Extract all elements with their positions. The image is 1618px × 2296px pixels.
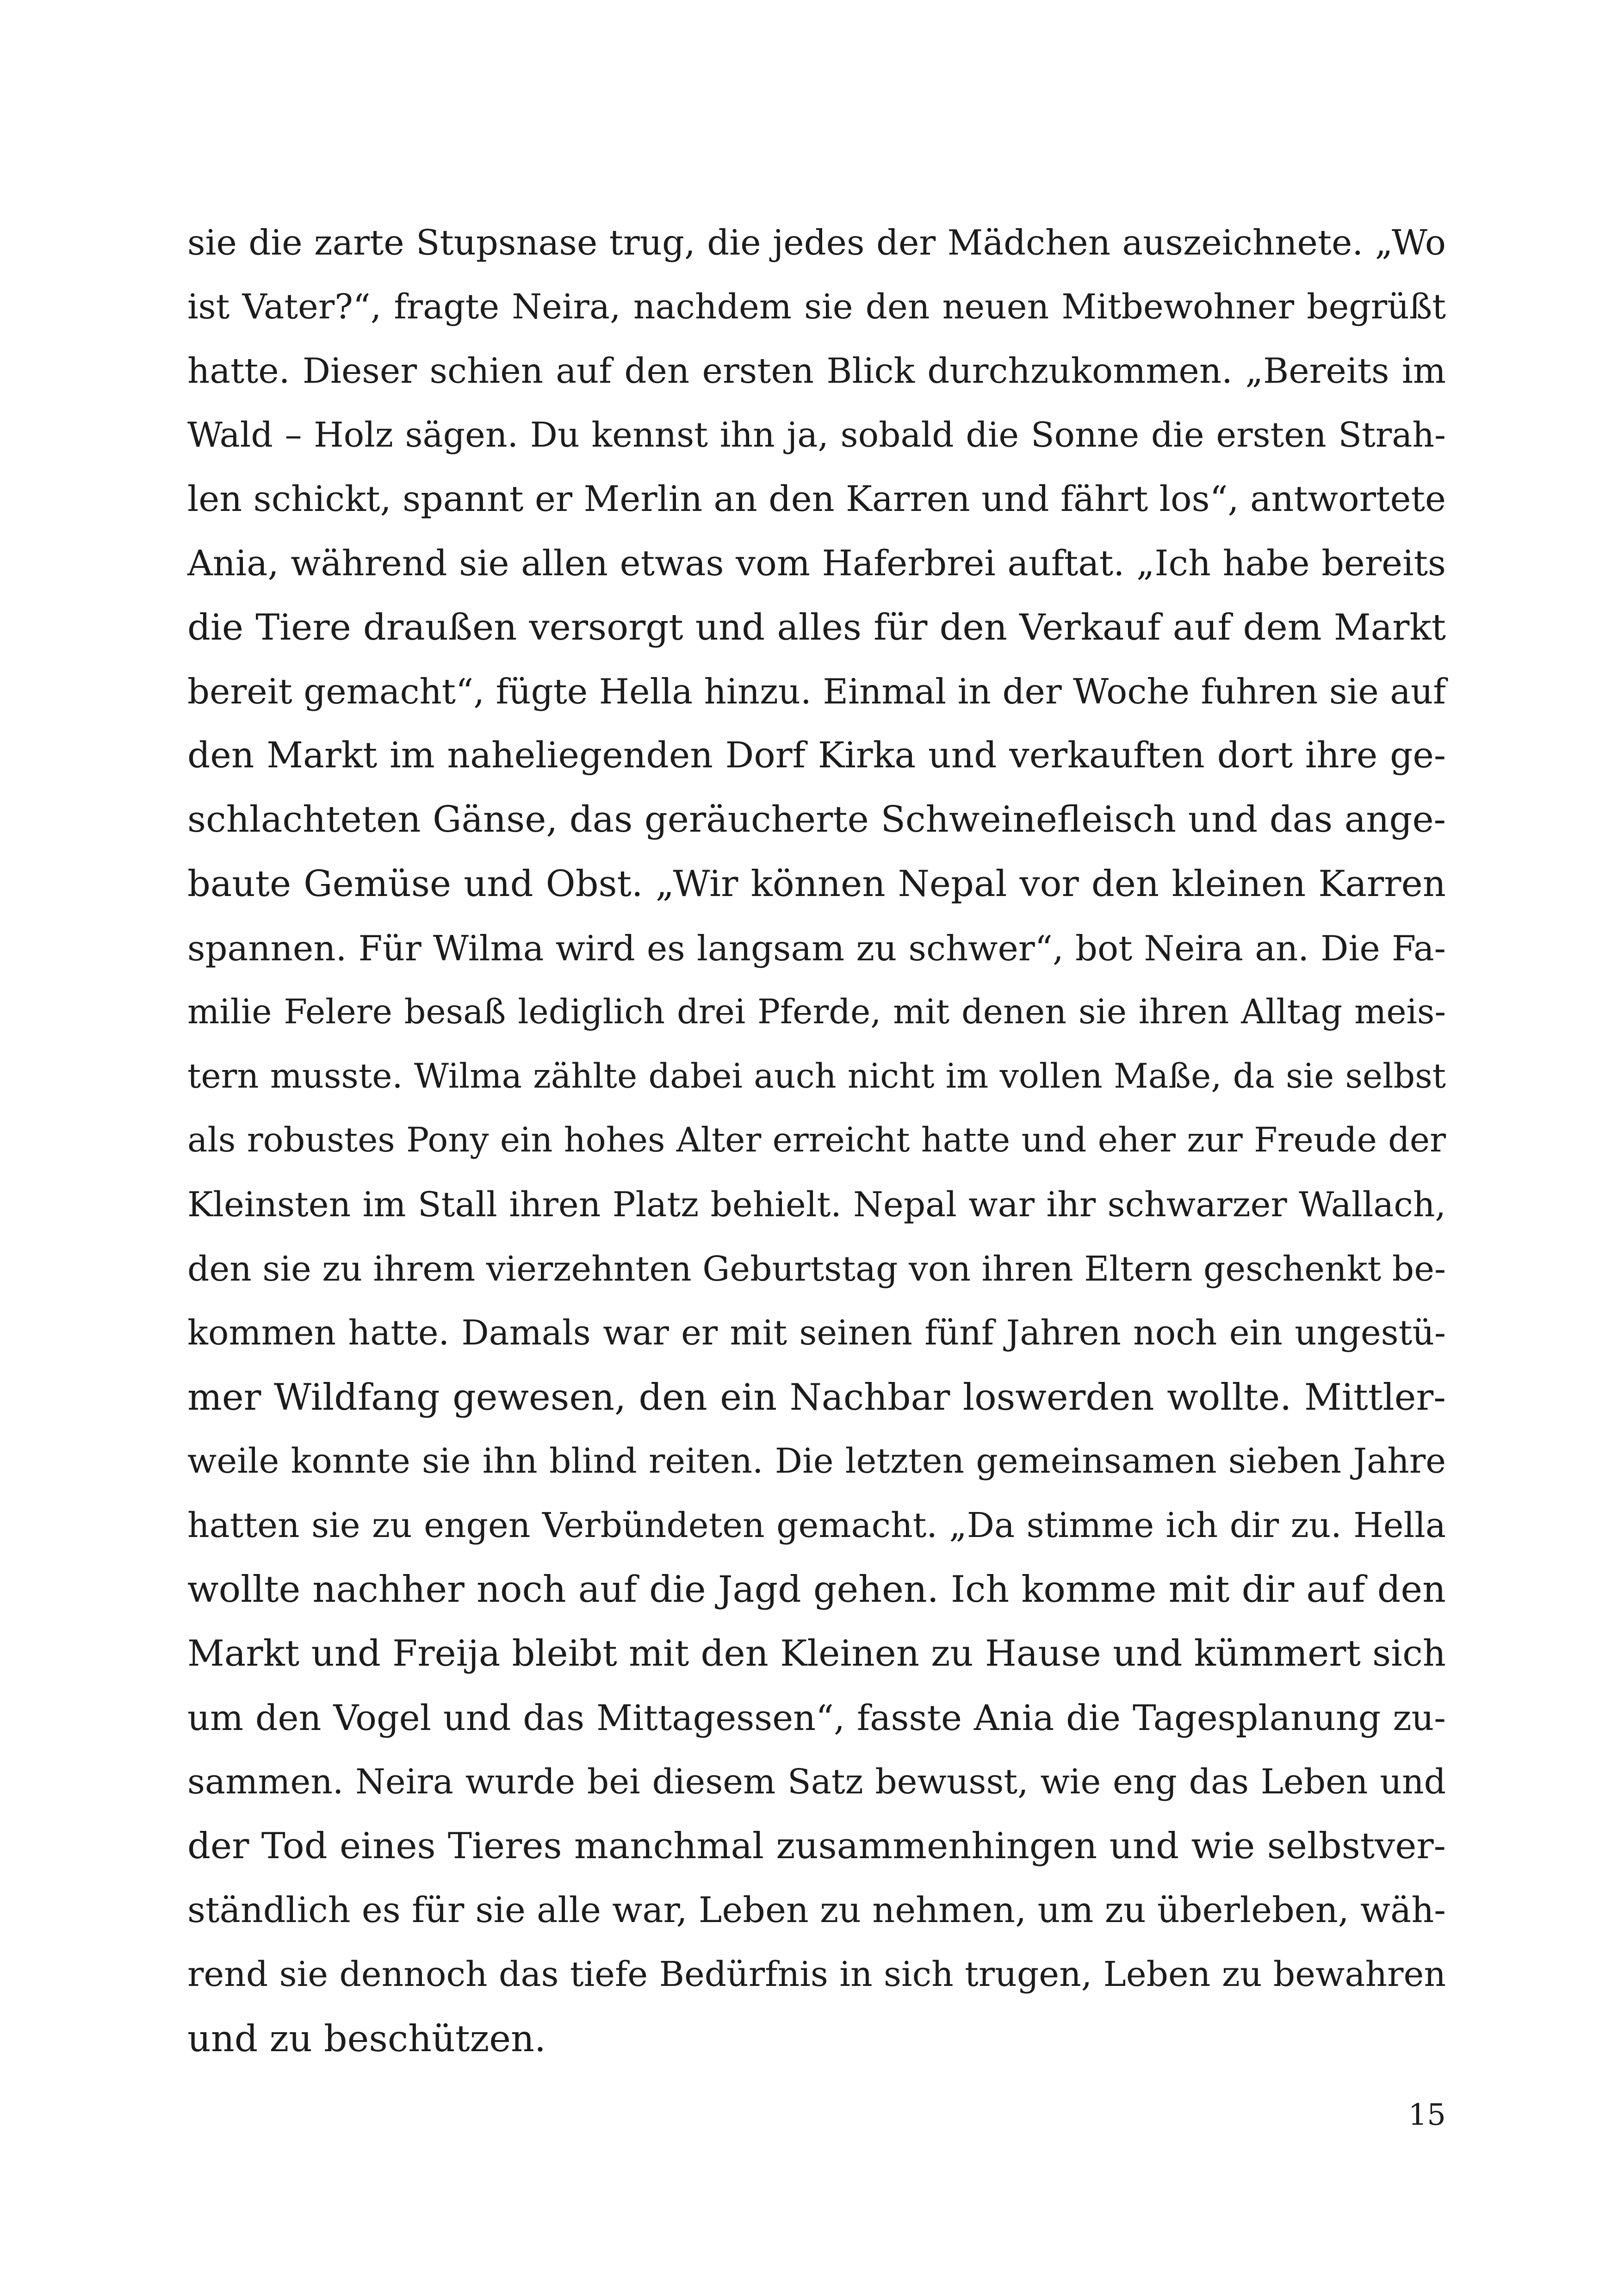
text-line: kommen hatte. Damals war er mit seinen fünf Jahren noch ein ungestü- bbox=[187, 1313, 1446, 1353]
text-line: len schickt, spannt er Merlin an den Karren und fährt los“, antwortete bbox=[187, 478, 1446, 520]
text-line: hatte. Dieser schien auf den ersten Blick durchzukommen. „Bereits im bbox=[187, 350, 1446, 392]
text-line: Markt und Freija bleibt mit den Kleinen zu Hause und kümmert sich bbox=[187, 1633, 1446, 1675]
text-line: Ania, während sie allen etwas vom Haferbrei auftat. „Ich habe bereits bbox=[187, 542, 1446, 584]
text-line: sammen. Neira wurde bei diesem Satz bewusst, wie eng das Leben und bbox=[187, 1762, 1446, 1802]
text-line: weile konnte sie ihn blind reiten. Die letzten gemeinsamen sieben Jahre bbox=[187, 1441, 1446, 1481]
text-line: rend sie dennoch das tiefe Bedürfnis in sich trugen, Leben zu bewahren bbox=[187, 1954, 1446, 1995]
text-line: den sie zu ihrem vierzehnten Geburtstag von ihren Eltern geschenkt be- bbox=[187, 1249, 1446, 1289]
text-line: den Markt im naheliegenden Dorf Kirka und verkauften dort ihre ge- bbox=[187, 734, 1446, 776]
text-line: der Tod eines Tieres manchmal zusammenhingen und wie selbstver- bbox=[187, 1825, 1446, 1867]
text-line-last: und zu beschützen. bbox=[187, 2017, 546, 2060]
text-line: die Tiere draußen versorgt und alles für den Verkauf auf dem Markt bbox=[187, 606, 1446, 648]
text-line: tern musste. Wilma zählte dabei auch nicht im vollen Maße, da sie selbst bbox=[187, 1056, 1446, 1096]
text-line: ständlich es für sie alle war, Leben zu nehmen, um zu überleben, wäh- bbox=[187, 1889, 1446, 1931]
text-line: Kleinsten im Stall ihren Platz behielt. Nepal war ihr schwarzer Wallach, bbox=[187, 1184, 1446, 1225]
text-line: ist Vater?“, fragte Neira, nachdem sie den neuen Mitbewohner begrüßt bbox=[187, 286, 1446, 327]
text-line: mer Wildfang gewesen, den ein Nachbar loswerden wollte. Mittler- bbox=[187, 1375, 1446, 1419]
text-line: hatten sie zu engen Verbündeten gemacht. „Da stimme ich dir zu. Hella bbox=[187, 1505, 1446, 1545]
text-line: spannen. Für Wilma wird es langsam zu schwer“, bot Neira an. Die Fa- bbox=[187, 927, 1446, 969]
text-line: um den Vogel und das Mittagessen“, fasste Ania die Tagesplanung zu- bbox=[187, 1697, 1446, 1738]
text-line: bereit gemacht“, fügte Hella hinzu. Einmal in der Woche fuhren sie auf bbox=[187, 671, 1446, 712]
text-line: als robustes Pony ein hohes Alter erreicht hatte und eher zur Freude der bbox=[187, 1120, 1446, 1160]
text-line: sie die zarte Stupsnase trug, die jedes der Mädchen auszeichnete. „Wo bbox=[187, 222, 1446, 263]
body-text bbox=[187, 211, 1446, 2071]
text-line: wollte nachher noch auf die Jagd gehen. Ich komme mit dir auf den bbox=[187, 1568, 1446, 1611]
page-number: 15 bbox=[1408, 2098, 1446, 2132]
text-line: baute Gemüse und Obst. „Wir können Nepal vor den kleinen Karren bbox=[187, 863, 1446, 905]
text-line: schlachteten Gänse, das geräucherte Schweinefleisch und das ange- bbox=[187, 799, 1446, 841]
text-line: milie Felere besaß lediglich drei Pferde, mit denen sie ihren Alltag meis- bbox=[187, 992, 1446, 1032]
text-line: Wald – Holz sägen. Du kennst ihn ja, sobald die Sonne die ersten Strah- bbox=[187, 415, 1446, 455]
